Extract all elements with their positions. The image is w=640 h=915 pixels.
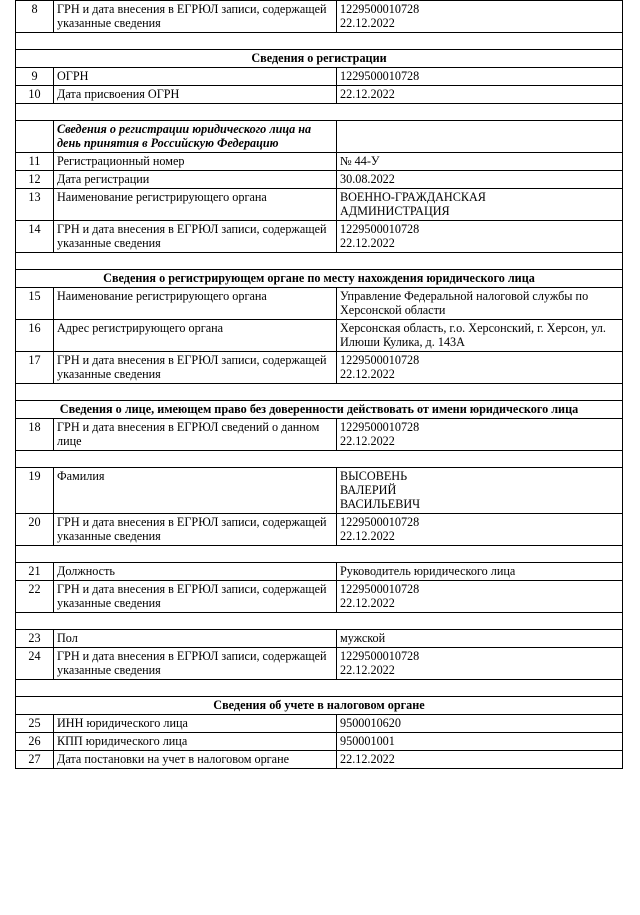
table-row	[16, 514, 623, 546]
section-title: Сведения о регистрации	[16, 50, 623, 68]
row-number: 13	[16, 189, 54, 221]
field-value: 9500010620	[337, 715, 623, 733]
field-name: Дата постановки на учет в налоговом органе	[54, 751, 337, 769]
subsection-header-row	[16, 121, 623, 153]
row-number: 27	[16, 751, 54, 769]
spacer-cell	[16, 680, 623, 697]
spacer-row	[16, 680, 623, 697]
field-name: Адрес регистрирующего органа	[54, 320, 337, 352]
field-name: Фамилия	[54, 468, 337, 514]
table-row	[16, 751, 623, 769]
field-value: № 44-У	[337, 153, 623, 171]
field-name: ГРН и дата внесения в ЕГРЮЛ сведений о данном лице	[54, 419, 337, 451]
spacer-cell	[16, 33, 623, 50]
field-name: Должность	[54, 563, 337, 581]
table-row	[16, 648, 623, 680]
table-row	[16, 288, 623, 320]
field-name: Пол	[54, 630, 337, 648]
field-name: ГРН и дата внесения в ЕГРЮЛ записи, содержащей указанные сведения	[54, 581, 337, 613]
field-name: ГРН и дата внесения в ЕГРЮЛ записи, содержащей указанные сведения	[54, 648, 337, 680]
table-row	[16, 581, 623, 613]
field-name: Наименование регистрирующего органа	[54, 288, 337, 320]
row-number: 20	[16, 514, 54, 546]
spacer-row	[16, 253, 623, 270]
table-row	[16, 563, 623, 581]
field-value: Херсонская область, г.о. Херсонский, г. Херсон, ул. Илюши Кулика, д. 143А	[337, 320, 623, 352]
field-value: Управление Федеральной налоговой службы по Херсонской области	[337, 288, 623, 320]
row-number: 22	[16, 581, 54, 613]
table-row	[16, 733, 623, 751]
field-name: Дата присвоения ОГРН	[54, 86, 337, 104]
row-number: 24	[16, 648, 54, 680]
row-number: 14	[16, 221, 54, 253]
table-row	[16, 1, 623, 33]
row-number: 15	[16, 288, 54, 320]
table-row	[16, 320, 623, 352]
row-number: 17	[16, 352, 54, 384]
row-number: 8	[16, 1, 54, 33]
field-value: 1229500010728 22.12.2022	[337, 1, 623, 33]
row-number: 21	[16, 563, 54, 581]
row-number: 10	[16, 86, 54, 104]
subsection-title: Сведения о регистрации юридического лица на день принятия в Российскую Федерацию	[54, 121, 337, 153]
table-row	[16, 419, 623, 451]
spacer-cell	[16, 451, 623, 468]
field-name: ГРН и дата внесения в ЕГРЮЛ записи, содержащей указанные сведения	[54, 514, 337, 546]
table-body	[16, 1, 623, 769]
subsection-num-cell	[16, 121, 54, 153]
field-value: 22.12.2022	[337, 86, 623, 104]
table-row	[16, 715, 623, 733]
table-row	[16, 153, 623, 171]
spacer-cell	[16, 384, 623, 401]
spacer-row	[16, 33, 623, 50]
section-header-row	[16, 401, 623, 419]
spacer-cell	[16, 613, 623, 630]
section-title: Сведения о регистрирующем органе по месту нахождения юридического лица	[16, 270, 623, 288]
row-number: 9	[16, 68, 54, 86]
egrul-extract-table	[15, 0, 623, 769]
field-name: Наименование регистрирующего органа	[54, 189, 337, 221]
subsection-value-cell	[337, 121, 623, 153]
section-header-row	[16, 50, 623, 68]
table-row	[16, 68, 623, 86]
field-name: Дата регистрации	[54, 171, 337, 189]
field-name: ГРН и дата внесения в ЕГРЮЛ записи, содержащей указанные сведения	[54, 221, 337, 253]
spacer-cell	[16, 104, 623, 121]
row-number: 25	[16, 715, 54, 733]
field-name: КПП юридического лица	[54, 733, 337, 751]
spacer-cell	[16, 546, 623, 563]
table-row	[16, 221, 623, 253]
field-value: мужской	[337, 630, 623, 648]
section-title: Сведения о лице, имеющем право без доверенности действовать от имени юридического лица	[16, 401, 623, 419]
field-value: 1229500010728 22.12.2022	[337, 221, 623, 253]
field-value: Руководитель юридического лица	[337, 563, 623, 581]
field-value: 30.08.2022	[337, 171, 623, 189]
section-title: Сведения об учете в налоговом органе	[16, 697, 623, 715]
row-number: 12	[16, 171, 54, 189]
row-number: 23	[16, 630, 54, 648]
table-row	[16, 352, 623, 384]
spacer-row	[16, 546, 623, 563]
field-name: ОГРН	[54, 68, 337, 86]
spacer-cell	[16, 253, 623, 270]
field-name: ИНН юридического лица	[54, 715, 337, 733]
row-number: 11	[16, 153, 54, 171]
field-value: 1229500010728 22.12.2022	[337, 352, 623, 384]
row-number: 16	[16, 320, 54, 352]
row-number: 18	[16, 419, 54, 451]
row-number: 26	[16, 733, 54, 751]
field-value: 950001001	[337, 733, 623, 751]
field-value: 1229500010728 22.12.2022	[337, 648, 623, 680]
field-value: 1229500010728 22.12.2022	[337, 514, 623, 546]
table-row	[16, 171, 623, 189]
field-name: ГРН и дата внесения в ЕГРЮЛ записи, содержащей указанные сведения	[54, 352, 337, 384]
table-row	[16, 86, 623, 104]
section-header-row	[16, 697, 623, 715]
spacer-row	[16, 613, 623, 630]
field-value: 1229500010728	[337, 68, 623, 86]
field-value: 1229500010728 22.12.2022	[337, 419, 623, 451]
spacer-row	[16, 104, 623, 121]
table-row	[16, 189, 623, 221]
row-number: 19	[16, 468, 54, 514]
field-value: ВЫСОВЕНЬ ВАЛЕРИЙ ВАСИЛЬЕВИЧ	[337, 468, 623, 514]
field-value: ВОЕННО-ГРАЖДАНСКАЯ АДМИНИСТРАЦИЯ	[337, 189, 623, 221]
table-row	[16, 468, 623, 514]
field-name: ГРН и дата внесения в ЕГРЮЛ записи, содержащей указанные сведения	[54, 1, 337, 33]
field-name: Регистрационный номер	[54, 153, 337, 171]
table-row	[16, 630, 623, 648]
spacer-row	[16, 384, 623, 401]
field-value: 1229500010728 22.12.2022	[337, 581, 623, 613]
field-value: 22.12.2022	[337, 751, 623, 769]
spacer-row	[16, 451, 623, 468]
section-header-row	[16, 270, 623, 288]
